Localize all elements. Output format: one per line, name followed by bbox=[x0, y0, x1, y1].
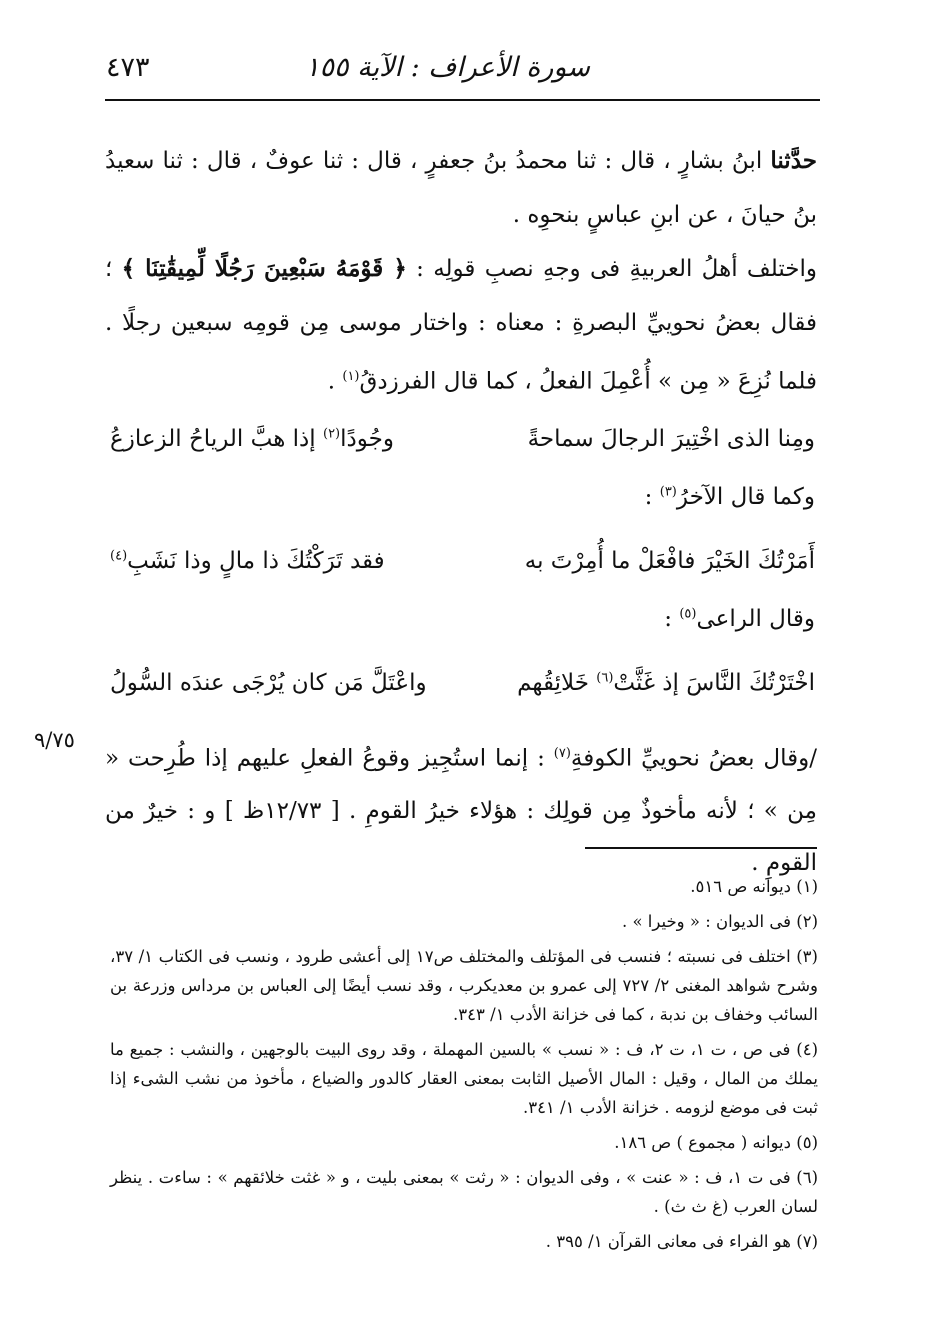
page-header bbox=[100, 48, 820, 96]
running-title: سورة الأعراف : الآية ١٥٥ bbox=[305, 52, 590, 83]
footnotes bbox=[110, 872, 818, 1262]
intro-colon: : bbox=[644, 484, 660, 510]
footnote-ref: (١) bbox=[342, 369, 360, 384]
paragraph-lead-word: حدَّثنا bbox=[770, 147, 817, 174]
paragraph-text: : إنما استُجِيز وقوعُ الفعلِ عليهم إذا طُرِحت « مِن » ؛ لأنه مأخوذٌ مِن قولِك : هؤلاء خيرُ القومِ . [ ١٢/٧٣ظ ] و : خيرٌ من القومِ . bbox=[105, 745, 817, 876]
paragraph-text: . bbox=[327, 368, 343, 395]
verse-first-hemistich: أَمَرْتُكَ الخَيْرَ فافْعَلْ ما أُمِرْتَ به bbox=[524, 548, 815, 574]
footnote-ref: (٥) bbox=[679, 606, 697, 622]
quran-quote: ﴿ قَوْمَهُ سَبْعِينَ رَجُلًا لِّمِيقَٰتِنَا ﴾ bbox=[121, 255, 407, 282]
footnote-4: (٤) فى ص ، ت ١، ت ٢، ف : « نسب » بالسين المهملة ، وقد روى البيت بالوجهين ، والنشب : جميع ما يملك من المال ، وقيل : المال الأصيل الثابت بمعنى العقار كالدور والضياع ، مأخوذ من نشب الشىء إذا ثبت فى موضع لزومه . خزانة الأدب ١/ ٣٤١. bbox=[110, 1040, 818, 1117]
verse-first-hemistich bbox=[517, 670, 815, 696]
footnote-ref: (٣) bbox=[659, 484, 677, 500]
verse-second-hemistich: واعْتَلَّ مَن كان يُرْجَى عندَه السُّولُ bbox=[110, 670, 427, 696]
verse-second-hemistich bbox=[110, 426, 394, 452]
footnote-6: (٦) فى ت ١، ف : « عنت » ، وفى الديوان : « رثت » بمعنى بليت ، و « غثت خلائقهم » : ساءت . ينظر لسان العرب (غ ث ث) . bbox=[110, 1168, 818, 1216]
verse-text: إذا هبَّ الرياحُ الزعازعُ bbox=[110, 426, 323, 452]
paragraph-isnad bbox=[105, 134, 817, 242]
footnote-2: (٢) فى الديوان : « وخيرا » . bbox=[621, 912, 818, 931]
page-number: ٤٧٣ bbox=[106, 52, 150, 83]
verse-text: فقد تَرَكْتُكَ ذا مالٍ وذا نَشَبِ bbox=[127, 548, 385, 574]
verse-first-hemistich: ومِنا الذى اخْتِيرَ الرجالَ سماحةً bbox=[527, 426, 815, 452]
poetry-verse-3 bbox=[110, 670, 815, 720]
intro-text: وقال الراعى bbox=[696, 606, 815, 632]
footnote-1: (١) ديوانه ص ٥١٦. bbox=[690, 877, 818, 896]
intro-text: وكما قال الآخرُ bbox=[676, 484, 815, 510]
verse-text: وجُودًا bbox=[340, 426, 394, 452]
verse-text: اخْتَرْتُكَ النَّاسَ إذ غَثَّتْ bbox=[613, 670, 815, 696]
footnote-ref: (٧) bbox=[553, 746, 571, 761]
paragraph-text: ابنُ بشارٍ ، قال : ثنا محمدُ بنُ جعفرٍ ، قال : ثنا عوفٌ ، قال : ثنا سعيدُ بنُ حيانَ ، عن ابنِ عباسٍ بنحوِه . bbox=[105, 148, 817, 228]
footnote-ref: (٤) bbox=[110, 548, 128, 564]
intro-colon: : bbox=[664, 606, 680, 632]
manuscript-margin-note: ٩/٧٥ bbox=[34, 728, 75, 752]
footnote-3: (٣) اختلف فى نسبته ؛ فنسب فى المؤتلف والمختلف ص١٧ إلى أعشى طرود ، ونسب فى الكتاب ١/ ٣٧، وشرح شواهد المغنى ٢/ ٧٢٧ إلى عمرو بن معديكرب ، وقد نسب أيضًا إلى العباس بن مرداس وزرعة بن السائب وخفاف بن ندبة ، كما فى خزانة الأدب ١/ ٣٤٣. bbox=[110, 947, 818, 1024]
header-rule bbox=[105, 99, 820, 101]
footnote-rule bbox=[585, 847, 817, 849]
verse-second-hemistich bbox=[110, 548, 385, 574]
footnote-5: (٥) ديوانه ( مجموع ) ص ١٨٦. bbox=[614, 1133, 818, 1152]
paragraph-text: /وقال بعضُ نحوييِّ الكوفةِ bbox=[570, 745, 817, 772]
paragraph-text: واختلف أهلُ العربيةِ فى وجهِ نصبِ قولِه : bbox=[406, 256, 818, 282]
verse-text: خَلائِقُهم bbox=[517, 670, 597, 696]
verse-intro-2 bbox=[664, 606, 815, 632]
paragraph-text: ؛ فقال بعضُ نحوييِّ البصرةِ : معناه : واختار موسى مِن قومِه سبعين رجلًا . فلما نُزِعَ « مِن » أُعْمِلَ الفعلُ ، كما قال الفرزدقُ bbox=[105, 256, 817, 395]
footnote-7: (٧) هو الفراء فى معانى القرآن ١/ ٣٩٥ . bbox=[545, 1232, 818, 1251]
verse-intro-1 bbox=[645, 484, 815, 510]
footnote-ref: (٢) bbox=[322, 426, 341, 442]
paragraph-kufan bbox=[105, 728, 817, 889]
paragraph-grammar bbox=[105, 242, 817, 409]
poetry-verse-2 bbox=[110, 548, 815, 598]
footnote-ref: (٦) bbox=[596, 670, 614, 686]
poetry-verse-1 bbox=[110, 426, 815, 476]
